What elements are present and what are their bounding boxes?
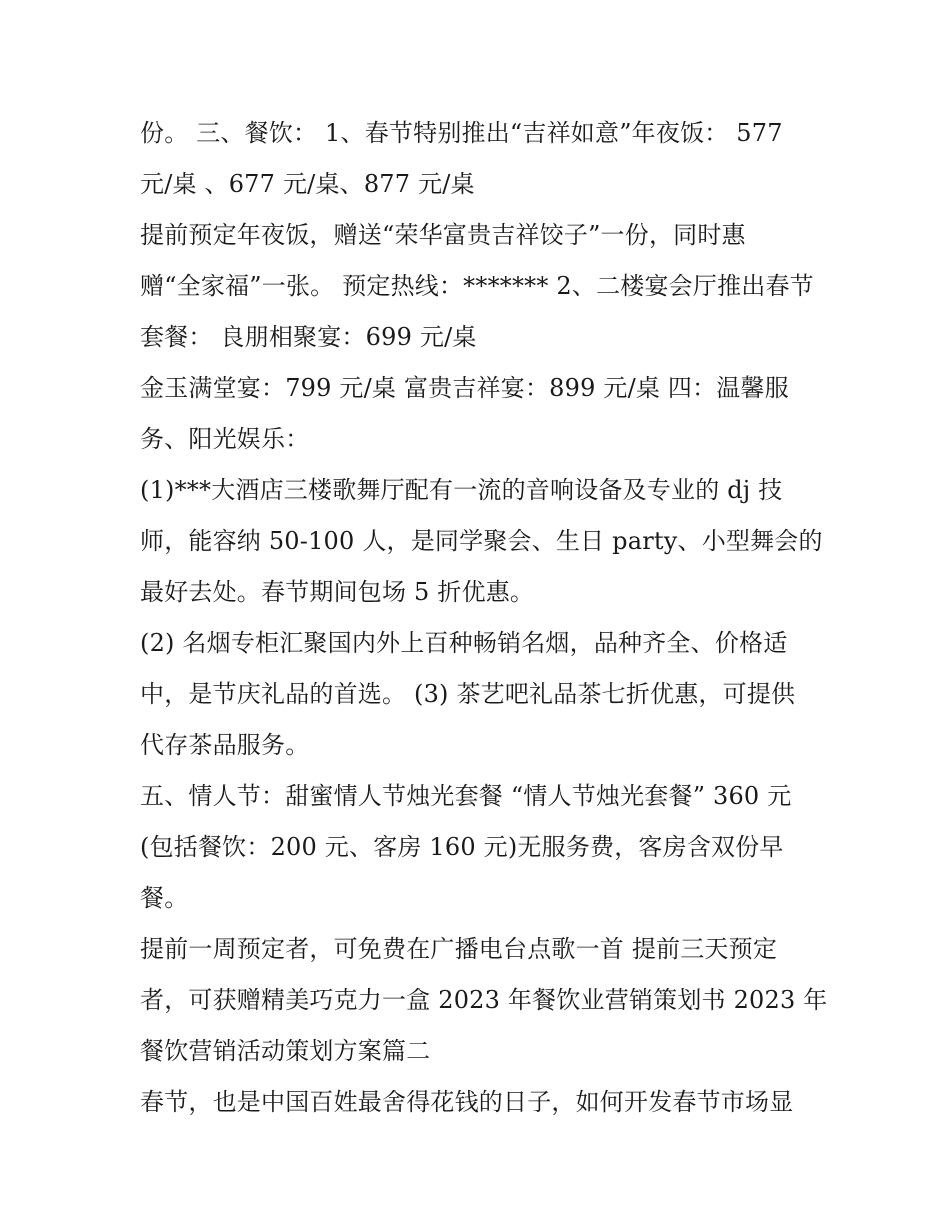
text-line: 赠“全家福”一张。 预定热线：******* 2、二楼宴会厅推出春节 bbox=[140, 272, 814, 300]
text-line: 套餐： 良朋相聚宴：699 元/桌 bbox=[140, 323, 477, 351]
text-line: 餐饮营销活动策划方案篇二 bbox=[140, 1037, 431, 1065]
text-line: 春节，也是中国百姓最舍得花钱的日子，如何开发春节市场显 bbox=[140, 1088, 794, 1116]
text-line: (包括餐饮：200 元、客房 160 元)无服务费，客房含双份早 bbox=[140, 833, 784, 861]
text-line: 提前一周预定者，可免费在广播电台点歌一首 提前三天预定 bbox=[140, 935, 778, 963]
text-line: 务、阳光娱乐： bbox=[140, 425, 310, 453]
text-line: 中，是节庆礼品的首选。 (3) 茶艺吧礼品茶七折优惠，可提供 bbox=[140, 680, 796, 708]
text-line: 金玉满堂宴：799 元/桌 富贵吉祥宴：899 元/桌 四：温馨服 bbox=[140, 374, 789, 402]
text-line: (2) 名烟专柜汇聚国内外上百种畅销名烟，品种齐全、价格适 bbox=[140, 629, 788, 657]
text-line: 提前预定年夜饭，赠送“荣华富贵吉祥饺子”一份，同时惠 bbox=[140, 221, 746, 249]
text-line: (1)***大酒店三楼歌舞厅配有一流的音响设备及专业的 dj 技 bbox=[140, 476, 783, 504]
text-line: 五、情人节：甜蜜情人节烛光套餐 “情人节烛光套餐” 360 元 bbox=[140, 782, 792, 810]
text-line: 最好去处。春节期间包场 5 折优惠。 bbox=[140, 578, 535, 606]
text-line: 元/桌 、677 元/桌、877 元/桌 bbox=[140, 170, 475, 198]
text-line: 者，可获赠精美巧克力一盒 2023 年餐饮业营销策划书 2023 年 bbox=[140, 986, 828, 1014]
text-line: 代存茶品服务。 bbox=[140, 731, 310, 759]
text-line: 份。 三、餐饮： 1、春节特别推出“吉祥如意”年夜饭： 577 bbox=[140, 119, 783, 147]
text-line: 餐。 bbox=[140, 884, 189, 912]
document-body bbox=[140, 108, 828, 1128]
text-line: 师，能容纳 50-100 人，是同学聚会、生日 party、小型舞会的 bbox=[140, 527, 823, 555]
